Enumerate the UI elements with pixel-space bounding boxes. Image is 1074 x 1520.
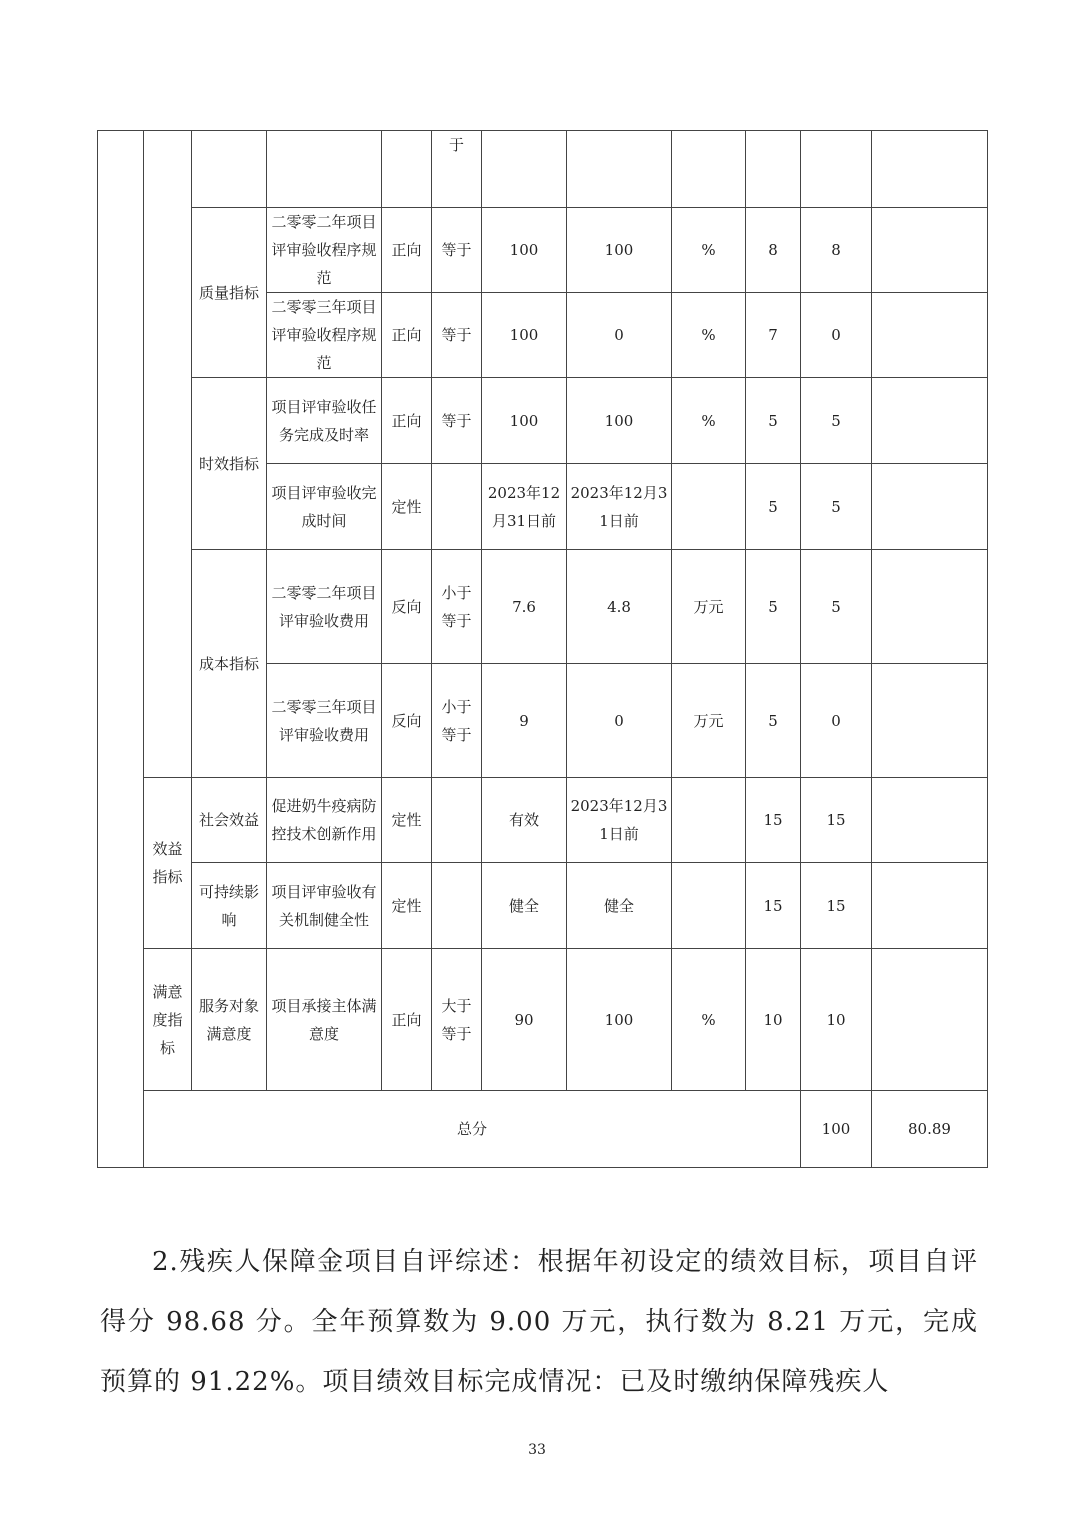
- remark-cell: [872, 378, 988, 464]
- score-cell: 5: [801, 378, 872, 464]
- actual-cell: 4.8: [567, 550, 672, 664]
- direction-cell: 反向: [382, 550, 432, 664]
- total-weight: 100: [801, 1091, 872, 1168]
- score-cell: 5: [801, 464, 872, 550]
- direction-cell: [382, 131, 432, 208]
- condition-cell: [432, 464, 482, 550]
- table-row: [98, 949, 988, 1091]
- score-cell: 8: [801, 208, 872, 293]
- condition-cell: 等于: [432, 293, 482, 378]
- indicator-cell: 二零零二年项目评审验收程序规范: [267, 208, 382, 293]
- weight-cell: 15: [746, 863, 801, 949]
- target-cell: 100: [482, 378, 567, 464]
- group-cell: [192, 131, 267, 208]
- page-number: 33: [528, 1442, 546, 1458]
- target-cell: 90: [482, 949, 567, 1091]
- actual-cell: 健全: [567, 863, 672, 949]
- actual-cell: 2023年12月31日前: [567, 464, 672, 550]
- weight-cell: 10: [746, 949, 801, 1091]
- table-row: [98, 208, 988, 293]
- unit-cell: 万元: [672, 550, 746, 664]
- target-cell: 100: [482, 293, 567, 378]
- actual-cell: 0: [567, 664, 672, 778]
- score-cell: 10: [801, 949, 872, 1091]
- table-row: [98, 378, 988, 464]
- actual-cell: 2023年12月31日前: [567, 778, 672, 863]
- score-cell: [801, 131, 872, 208]
- direction-cell: 定性: [382, 778, 432, 863]
- group-cell: 社会效益: [192, 778, 267, 863]
- direction-cell: 定性: [382, 863, 432, 949]
- table-row: [98, 131, 988, 208]
- remark-cell: [872, 550, 988, 664]
- score-cell: 0: [801, 664, 872, 778]
- unit-cell: [672, 464, 746, 550]
- indicator-cell: 项目评审验收任务完成及时率: [267, 378, 382, 464]
- table-row: [98, 778, 988, 863]
- remark-cell: [872, 949, 988, 1091]
- score-cell: 0: [801, 293, 872, 378]
- actual-cell: 0: [567, 293, 672, 378]
- table-row: [98, 863, 988, 949]
- target-cell: 2023年12月31日前: [482, 464, 567, 550]
- performance-table: [97, 130, 988, 1168]
- unit-cell: 万元: [672, 664, 746, 778]
- group-cell: 时效指标: [192, 378, 267, 550]
- indicator-cell: 二零零三年项目评审验收程序规范: [267, 293, 382, 378]
- weight-cell: [746, 131, 801, 208]
- actual-cell: [567, 131, 672, 208]
- score-cell: 15: [801, 863, 872, 949]
- score-cell: 15: [801, 778, 872, 863]
- remark-cell: [872, 293, 988, 378]
- indicator-cell: 项目承接主体满意度: [267, 949, 382, 1091]
- indicator-cell: 二零零三年项目评审验收费用: [267, 664, 382, 778]
- weight-cell: 5: [746, 464, 801, 550]
- actual-cell: 100: [567, 378, 672, 464]
- condition-cell: 小于等于: [432, 664, 482, 778]
- condition-cell: 小于等于: [432, 550, 482, 664]
- weight-cell: 8: [746, 208, 801, 293]
- condition-cell: [432, 778, 482, 863]
- actual-cell: 100: [567, 949, 672, 1091]
- actual-cell: 100: [567, 208, 672, 293]
- summary-paragraph: 2.残疾人保障金项目自评综述：根据年初设定的绩效目标，项目自评得分 98.68 分。全年预算数为 9.00 万元，执行数为 8.21 万元，完成预算的 91.22%。项目绩效目标完成情况：已及时缴纳保障残疾人: [100, 1247, 978, 1397]
- remark-cell: [872, 131, 988, 208]
- indicator-cell: 项目评审验收完成时间: [267, 464, 382, 550]
- unit-cell: %: [672, 208, 746, 293]
- weight-cell: 5: [746, 378, 801, 464]
- weight-cell: 15: [746, 778, 801, 863]
- weight-cell: 5: [746, 664, 801, 778]
- indicator-cell: 二零零二年项目评审验收费用: [267, 550, 382, 664]
- remark-cell: [872, 208, 988, 293]
- unit-cell: [672, 131, 746, 208]
- condition-cell: 等于: [432, 378, 482, 464]
- group-cell: 服务对象满意度: [192, 949, 267, 1091]
- remark-cell: [872, 863, 988, 949]
- target-cell: 有效: [482, 778, 567, 863]
- condition-cell: 于: [432, 131, 482, 208]
- target-cell: 100: [482, 208, 567, 293]
- group-cell: 成本指标: [192, 550, 267, 778]
- level2-cell: 满意度指标: [144, 949, 192, 1091]
- level1-cell: [98, 131, 144, 1168]
- indicator-cell: 项目评审验收有关机制健全性: [267, 863, 382, 949]
- unit-cell: [672, 863, 746, 949]
- remark-cell: [872, 664, 988, 778]
- target-cell: 健全: [482, 863, 567, 949]
- score-cell: 5: [801, 550, 872, 664]
- table-row: [98, 550, 988, 664]
- unit-cell: %: [672, 378, 746, 464]
- indicator-cell: [267, 131, 382, 208]
- condition-cell: 等于: [432, 208, 482, 293]
- total-score: 80.89: [872, 1091, 988, 1168]
- weight-cell: 7: [746, 293, 801, 378]
- condition-cell: 大于等于: [432, 949, 482, 1091]
- level2-cell: 效益指标: [144, 778, 192, 949]
- unit-cell: %: [672, 293, 746, 378]
- unit-cell: [672, 778, 746, 863]
- target-cell: 7.6: [482, 550, 567, 664]
- total-label: 总分: [144, 1091, 801, 1168]
- direction-cell: 正向: [382, 949, 432, 1091]
- level2-cell: [144, 131, 192, 778]
- direction-cell: 正向: [382, 208, 432, 293]
- remark-cell: [872, 464, 988, 550]
- direction-cell: 正向: [382, 378, 432, 464]
- group-cell: 可持续影响: [192, 863, 267, 949]
- direction-cell: 定性: [382, 464, 432, 550]
- target-cell: 9: [482, 664, 567, 778]
- indicator-cell: 促进奶牛疫病防控技术创新作用: [267, 778, 382, 863]
- total-row: [98, 1091, 988, 1168]
- unit-cell: %: [672, 949, 746, 1091]
- remark-cell: [872, 778, 988, 863]
- group-cell: 质量指标: [192, 208, 267, 378]
- target-cell: [482, 131, 567, 208]
- weight-cell: 5: [746, 550, 801, 664]
- condition-cell: [432, 863, 482, 949]
- direction-cell: 正向: [382, 293, 432, 378]
- direction-cell: 反向: [382, 664, 432, 778]
